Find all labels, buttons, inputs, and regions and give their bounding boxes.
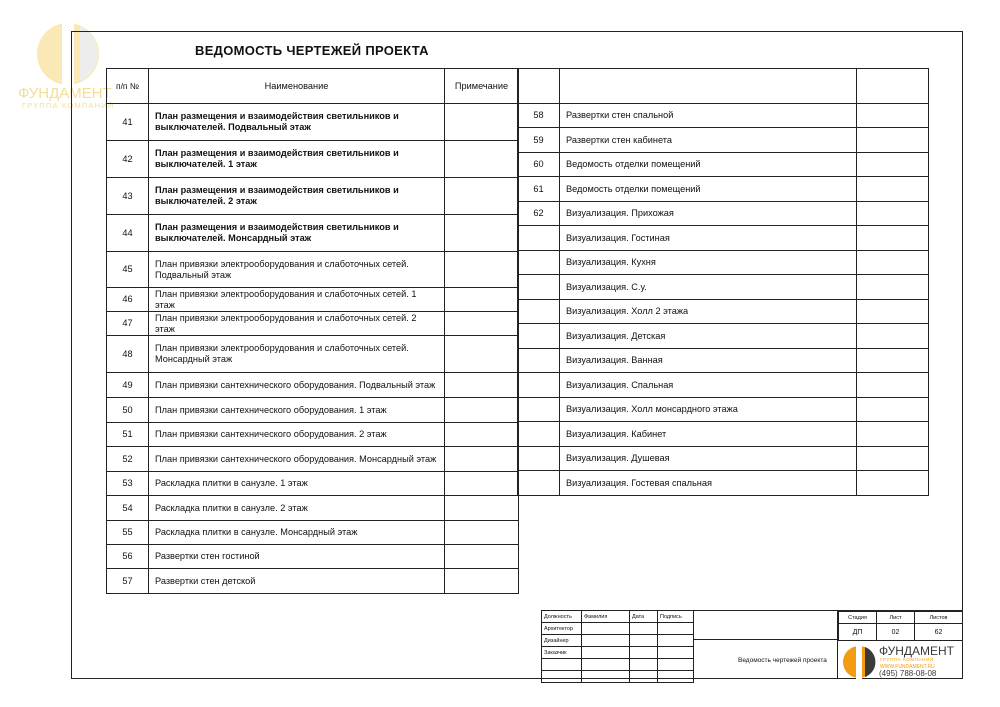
row-name: План привязки сантехнического оборудования. 2 этаж	[149, 423, 445, 447]
stamp-h-position: Должность	[542, 611, 582, 623]
header-num: п/п №	[107, 69, 149, 104]
row-note	[445, 104, 519, 141]
row-number	[518, 373, 560, 398]
row-name: Визуализация. Кухня	[560, 251, 857, 275]
row-note	[857, 275, 929, 300]
row-name: Визуализация. Гостиная	[560, 226, 857, 251]
row-number: 44	[107, 215, 149, 252]
row-number: 62	[518, 202, 560, 226]
row-number	[518, 398, 560, 422]
stamp-h-signature: Подпись	[658, 611, 694, 623]
row-name: Визуализация. Гостевая спальная	[560, 471, 857, 496]
table-row	[518, 104, 929, 128]
row-number: 46	[107, 288, 149, 312]
header-num-empty	[518, 69, 560, 104]
row-note	[857, 226, 929, 251]
row-note	[445, 215, 519, 252]
row-number: 42	[107, 141, 149, 178]
table-row	[107, 398, 519, 423]
row-number: 53	[107, 472, 149, 496]
row-number: 54	[107, 496, 149, 521]
stamp-sheets: 62	[915, 624, 963, 641]
row-note	[857, 153, 929, 177]
row-number: 61	[518, 177, 560, 202]
row-name: Визуализация. Ванная	[560, 349, 857, 373]
table-row	[518, 324, 929, 349]
stamp-role-architect: Архитектор	[542, 623, 582, 635]
row-note	[857, 251, 929, 275]
watermark-brand-group: ГРУППА КОМПАНИЙ	[22, 101, 115, 110]
row-name: Визуализация. С.у.	[560, 275, 857, 300]
stamp-sheet-label: Лист	[877, 612, 915, 624]
row-number: 52	[107, 447, 149, 472]
stamp-sheets-label: Листов	[915, 612, 963, 624]
row-number: 60	[518, 153, 560, 177]
table-row	[107, 521, 519, 545]
table-row	[518, 349, 929, 373]
stamp-sheet-info	[838, 611, 963, 641]
stamp-sheet: 02	[877, 624, 915, 641]
table-row	[518, 471, 929, 496]
table-row	[518, 447, 929, 471]
stamp-role-client: Заказчик	[542, 647, 582, 659]
row-name: Визуализация. Спальная	[560, 373, 857, 398]
row-number: 49	[107, 373, 149, 398]
row-number	[518, 300, 560, 324]
row-name: Развертки стен гостиной	[149, 545, 445, 569]
watermark-brand-name: ФУНДАМЕНТ	[18, 85, 112, 102]
header-note-empty	[857, 69, 929, 104]
table-row	[518, 128, 929, 153]
table-row	[518, 275, 929, 300]
row-note	[445, 398, 519, 423]
row-name: План привязки сантехнического оборудования. Подвальный этаж	[149, 373, 445, 398]
header-name-empty	[560, 69, 857, 104]
drawings-table-right	[517, 68, 929, 496]
row-note	[857, 447, 929, 471]
stamp-role-designer: Дизайнер	[542, 635, 582, 647]
row-number: 43	[107, 178, 149, 215]
row-number: 51	[107, 423, 149, 447]
table-row	[518, 226, 929, 251]
row-name: План привязки электрооборудования и слаботочных сетей. 1 этаж	[149, 288, 445, 312]
row-name: План размещения и взаимодействия светильников и выключателей. Монсардный этаж	[149, 215, 445, 252]
row-note	[857, 128, 929, 153]
row-note	[445, 496, 519, 521]
row-number: 41	[107, 104, 149, 141]
row-note	[857, 422, 929, 447]
row-number: 56	[107, 545, 149, 569]
row-note	[445, 288, 519, 312]
row-number	[518, 447, 560, 471]
table-row	[518, 422, 929, 447]
row-number	[518, 324, 560, 349]
table-row	[107, 178, 519, 215]
table-row	[107, 141, 519, 178]
row-note	[445, 312, 519, 336]
brand-phone: (495) 788-08-08	[879, 669, 937, 678]
row-number: 57	[107, 569, 149, 594]
row-note	[857, 324, 929, 349]
row-number	[518, 422, 560, 447]
table-row	[107, 447, 519, 472]
row-name: Визуализация. Прихожая	[560, 202, 857, 226]
row-note	[445, 252, 519, 288]
row-name: Развертки стен спальной	[560, 104, 857, 128]
row-name: Ведомость отделки помещений	[560, 177, 857, 202]
row-name: План размещения и взаимодействия светильников и выключателей. 2 этаж	[149, 178, 445, 215]
row-note	[857, 300, 929, 324]
row-name: Ведомость отделки помещений	[560, 153, 857, 177]
row-name: План размещения и взаимодействия светильников и выключателей. 1 этаж	[149, 141, 445, 178]
row-note	[857, 104, 929, 128]
row-name: Развертки стен кабинета	[560, 128, 857, 153]
row-name: Раскладка плитки в санузле. Монсардный этаж	[149, 521, 445, 545]
table-row	[518, 153, 929, 177]
row-number	[518, 349, 560, 373]
table-row	[107, 215, 519, 252]
row-number: 47	[107, 312, 149, 336]
row-number: 55	[107, 521, 149, 545]
row-note	[857, 471, 929, 496]
header-name: Наименование	[149, 69, 445, 104]
row-note	[445, 521, 519, 545]
brand-name: ФУНДАМЕНТ	[879, 644, 954, 658]
row-name: Визуализация. Детская	[560, 324, 857, 349]
table-row	[107, 472, 519, 496]
row-name: Раскладка плитки в санузле. 2 этаж	[149, 496, 445, 521]
table-row	[518, 251, 929, 275]
table-row	[107, 336, 519, 373]
page-title: ВЕДОМОСТЬ ЧЕРТЕЖЕЙ ПРОЕКТА	[195, 43, 429, 58]
row-number	[518, 226, 560, 251]
table-row	[107, 496, 519, 521]
row-number: 48	[107, 336, 149, 373]
row-name: План привязки электрооборудования и слаботочных сетей. 2 этаж	[149, 312, 445, 336]
row-note	[445, 423, 519, 447]
table-row	[518, 398, 929, 422]
drawings-table-left	[106, 68, 519, 594]
table-row	[518, 373, 929, 398]
row-number: 58	[518, 104, 560, 128]
row-name: План привязки электрооборудования и слаботочных сетей. Подвальный этаж	[149, 252, 445, 288]
table-row	[107, 252, 519, 288]
table-row	[107, 104, 519, 141]
title-block	[541, 610, 963, 679]
row-name: Визуализация. Холл 2 этажа	[560, 300, 857, 324]
brand-group: ГРУППА КОМПАНИЙ	[880, 657, 934, 662]
stamp-signatures	[541, 610, 694, 683]
row-name: Развертки стен детской	[149, 569, 445, 594]
row-number: 59	[518, 128, 560, 153]
row-note	[857, 349, 929, 373]
row-number: 45	[107, 252, 149, 288]
stamp-stage-label: Стадия	[839, 612, 877, 624]
table-row	[518, 177, 929, 202]
row-note	[445, 472, 519, 496]
table-row	[107, 373, 519, 398]
stamp-doc-name: Ведомость чертежей проекта	[738, 657, 827, 664]
row-note	[445, 141, 519, 178]
table-row	[107, 569, 519, 594]
table-row	[107, 545, 519, 569]
brand-logo	[839, 643, 963, 679]
table-row	[518, 202, 929, 226]
row-number: 50	[107, 398, 149, 423]
row-number	[518, 251, 560, 275]
row-name: Визуализация. Кабинет	[560, 422, 857, 447]
row-note	[445, 569, 519, 594]
row-note	[857, 373, 929, 398]
row-note	[445, 447, 519, 472]
row-number	[518, 275, 560, 300]
row-note	[445, 545, 519, 569]
row-note	[857, 202, 929, 226]
stamp-h-date: Дата	[630, 611, 658, 623]
table-row	[107, 423, 519, 447]
stamp-h-surname: Фамилия	[582, 611, 630, 623]
row-name: Раскладка плитки в санузле. 1 этаж	[149, 472, 445, 496]
row-note	[445, 336, 519, 373]
table-row	[107, 312, 519, 336]
header-note: Примечание	[445, 69, 519, 104]
row-name: План привязки сантехнического оборудования. 1 этаж	[149, 398, 445, 423]
row-name: Визуализация. Душевая	[560, 447, 857, 471]
row-name: План привязки электрооборудования и слаботочных сетей. Монсардный этаж	[149, 336, 445, 373]
row-note	[857, 177, 929, 202]
row-name: План размещения и взаимодействия светильников и выключателей. Подвальный этаж	[149, 104, 445, 141]
row-number	[518, 471, 560, 496]
row-name: Визуализация. Холл монсардного этажа	[560, 398, 857, 422]
row-note	[445, 373, 519, 398]
row-note	[857, 398, 929, 422]
row-name: План привязки сантехнического оборудования. Монсардный этаж	[149, 447, 445, 472]
stamp-stage: ДП	[839, 624, 877, 641]
table-row	[107, 288, 519, 312]
row-note	[445, 178, 519, 215]
table-row	[518, 300, 929, 324]
brand-url: WWW.FUNDAMENT.RU	[880, 664, 935, 670]
